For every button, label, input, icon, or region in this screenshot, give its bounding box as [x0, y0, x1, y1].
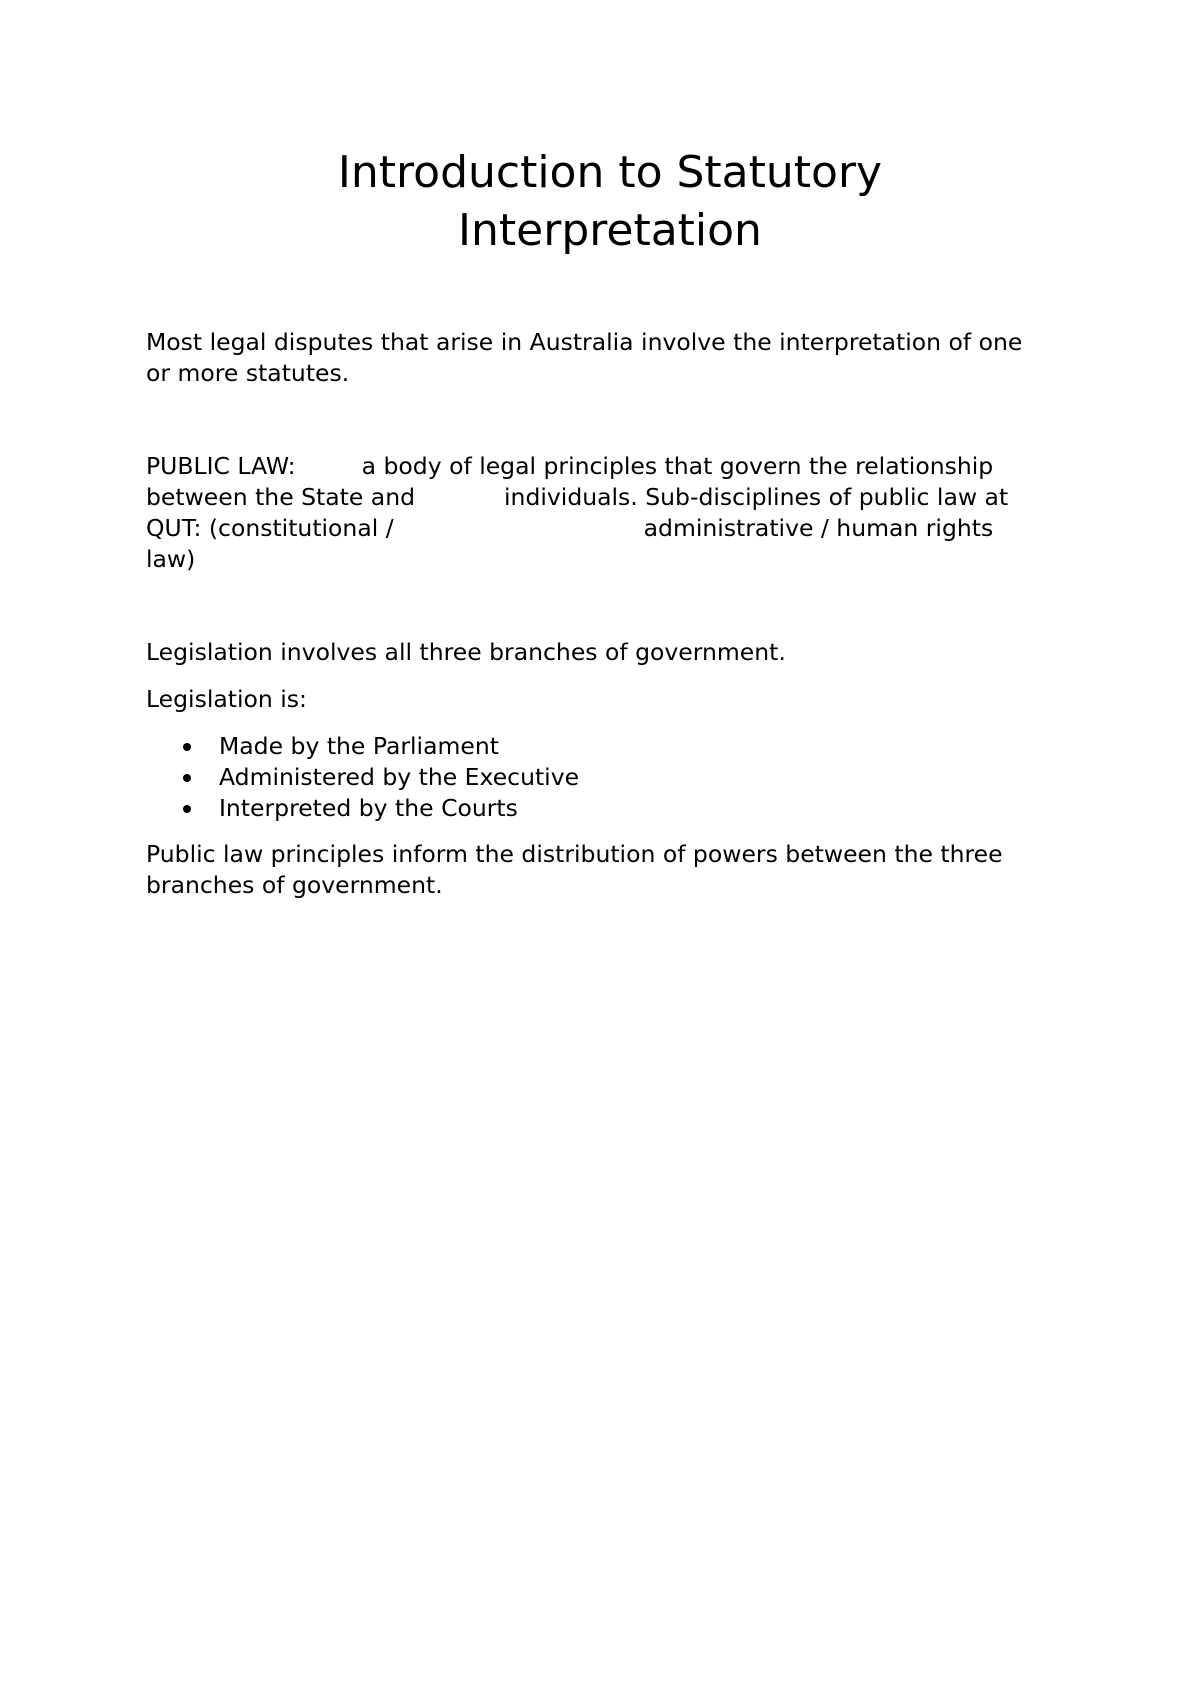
public-law-definition	[146, 451, 1076, 575]
intro-line-1: Most legal disputes that arise in Australia involve the interpretation of one	[146, 328, 1023, 356]
legislation-bullet-list	[146, 731, 579, 824]
intro-paragraph	[146, 327, 1076, 389]
bullet-icon	[183, 805, 191, 813]
title-line-1: Introduction to Statutory	[337, 147, 883, 198]
public-law-line-2-start: between the State and	[146, 483, 416, 511]
title-line-2: Interpretation	[458, 205, 762, 256]
list-item-text: Made by the Parliament	[219, 732, 499, 760]
closing-line-1: Public law principles inform the distribution of powers between the three	[146, 840, 1003, 868]
public-law-line-1-text: a body of legal principles that govern the relationship	[361, 452, 994, 480]
public-law-line-2-text: individuals. Sub-disciplines of public law at	[504, 483, 1009, 511]
closing-line-2: branches of government.	[146, 871, 443, 899]
public-law-line-3-start: QUT: (constitutional /	[146, 514, 394, 542]
public-law-line-1	[146, 451, 1076, 482]
bullet-icon	[183, 774, 191, 782]
legislation-is-label: Legislation is:	[146, 685, 307, 713]
bullet-icon	[183, 743, 191, 751]
list-item	[146, 762, 579, 793]
document-title	[0, 144, 1200, 260]
closing-paragraph	[146, 839, 1076, 901]
intro-line-2: or more statutes.	[146, 359, 350, 387]
public-law-term: PUBLIC LAW:	[146, 452, 296, 480]
list-item-text: Interpreted by the Courts	[219, 794, 518, 822]
list-item-text: Administered by the Executive	[219, 763, 580, 791]
public-law-line-3	[146, 513, 1076, 544]
public-law-line-2	[146, 482, 1076, 513]
list-item	[146, 793, 579, 824]
public-law-line-3-text: administrative / human rights	[643, 514, 994, 542]
list-item	[146, 731, 579, 762]
branches-sentence: Legislation involves all three branches of government.	[146, 638, 786, 666]
public-law-line-4: law)	[146, 545, 196, 573]
